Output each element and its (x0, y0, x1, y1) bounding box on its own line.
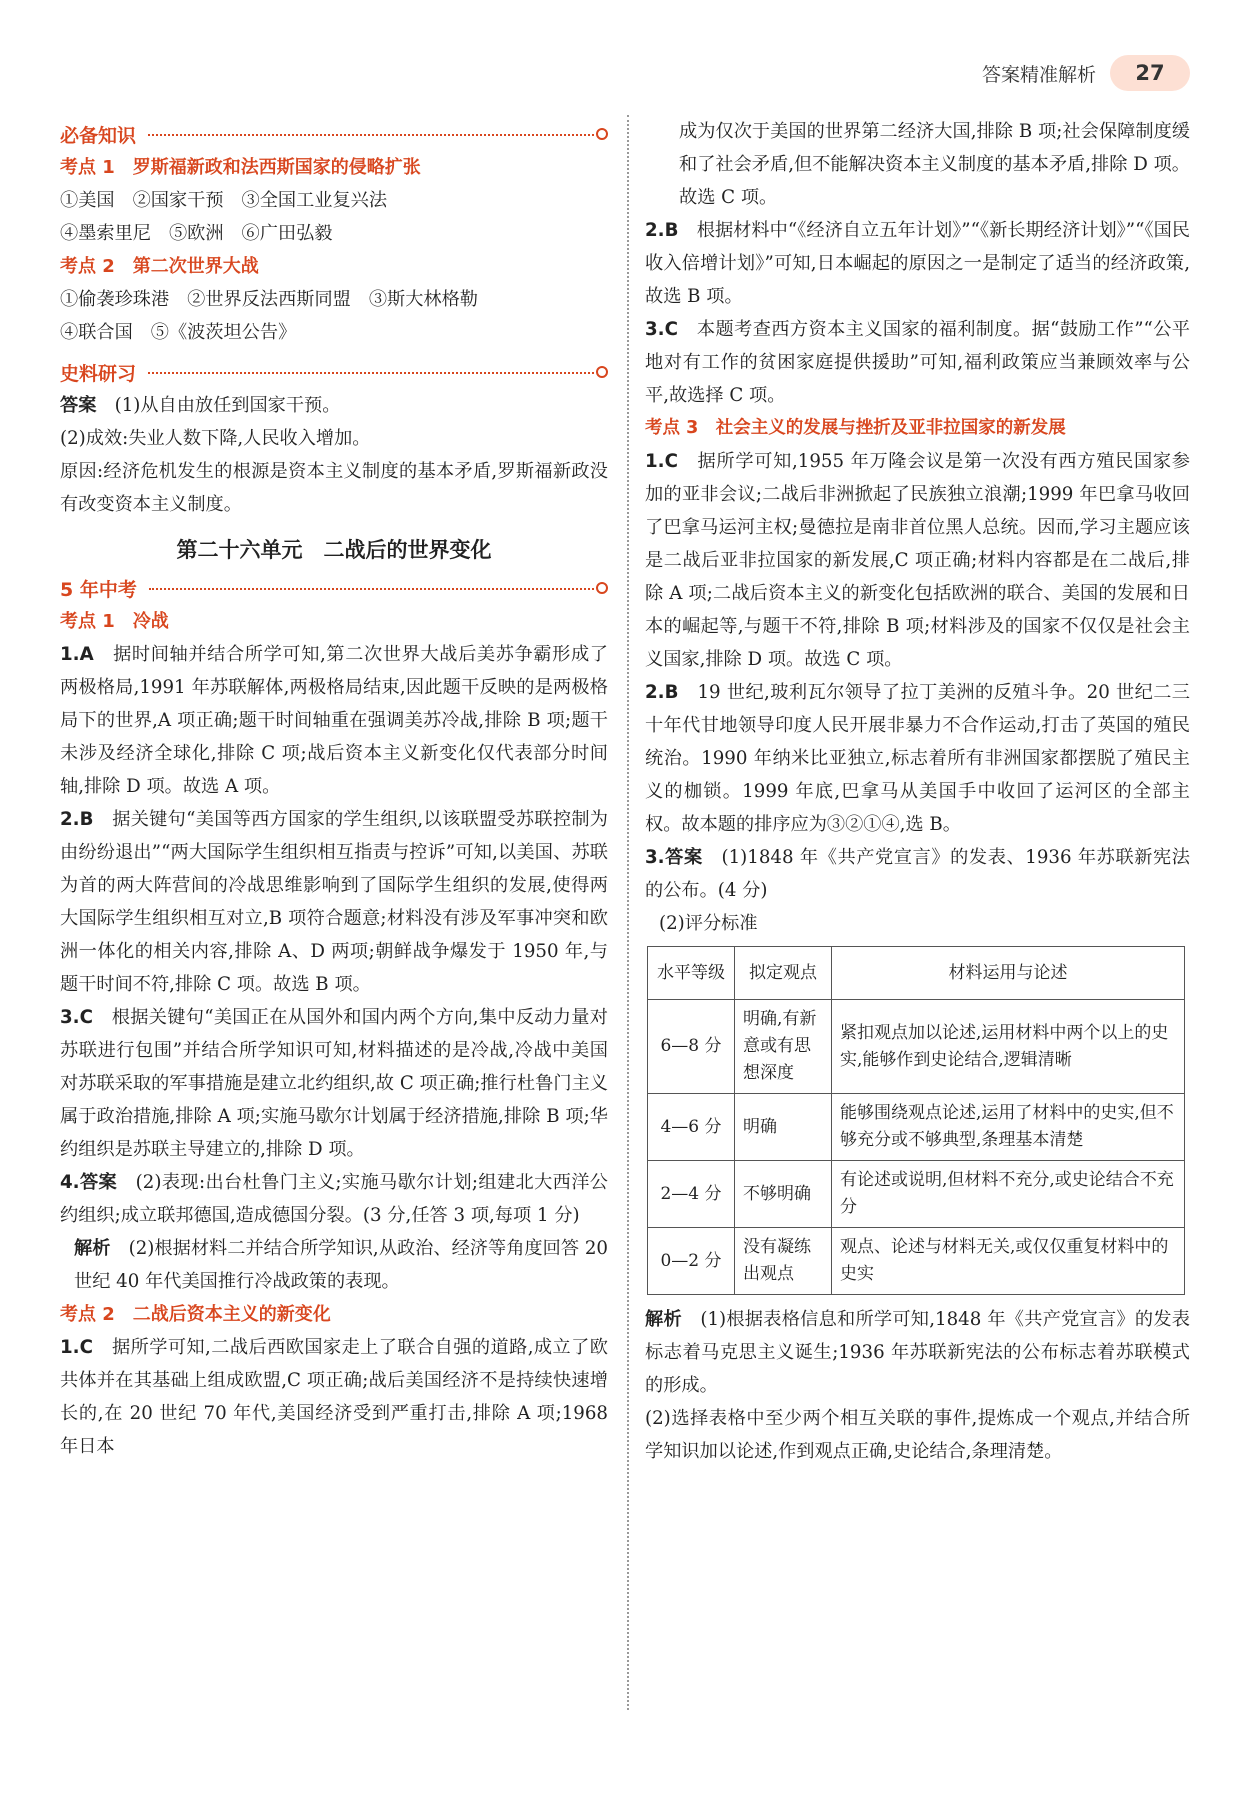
table-cell: 6—8 分 (648, 1000, 735, 1094)
header-title: 答案精准解析 (981, 63, 1096, 86)
table-header: 拟定观点 (735, 947, 832, 1000)
continued-text: 成为仅次于美国的世界第二经济大国,排除 B 项;社会保障制度缓和了社会矛盾,但不能解决资本主义制度的基本矛盾,排除 D 项。故选 C 项。 (679, 121, 1190, 208)
question-answer: 2.B 据关键句“美国等西方国家的学生组织,以该联盟受苏联控制为由纷纷退出”“两大国际学生组织相互指责与控诉”可知,以美国、苏联为首的两大阵营间的冷战思维影响到了国际学生组织的发展,使得两大国际学生组织相互对立,B 项符合题意;材料没有涉及军事冲突和欧洲一体化的相关内容,排除 A、D 两项;朝鲜战争爆发于 1950 年,与题干时间不符,排除 C 项。故选 B 项。 (60, 809, 608, 995)
table-row (648, 1161, 1185, 1228)
table-header: 材料运用与论述 (832, 947, 1185, 1000)
scoring-table (647, 946, 1185, 1295)
question-answer: 3.C 本题考查西方资本主义国家的福利制度。据“鼓励工作”“公平地对有工作的贫困家庭提供援助”可知,福利政策应当兼顾效率与公平,故选择 C 项。 (645, 319, 1190, 406)
section-header-bibei (60, 119, 608, 149)
analysis: 解析 (2)根据材料二并结合所学知识,从政治、经济等角度回答 20 世纪 40 年代美国推行冷战政策的表现。 (74, 1238, 608, 1292)
question-answer: 2.B 根据材料中“《经济自立五年计划》”“《新长期经济计划》”“《国民收入倍增计划》”可知,日本崛起的原因之一是制定了适当的经济政策,故选 B 项。 (645, 220, 1190, 307)
section-dot-icon (596, 128, 608, 140)
table-header: 水平等级 (648, 947, 735, 1000)
table-cell: 4—6 分 (648, 1094, 735, 1161)
section-title: 5 年中考 (60, 578, 137, 601)
page-header (982, 55, 1190, 91)
answer-line: 原因:经济危机发生的根源是资本主义制度的基本矛盾,罗斯福新政没有改变资本主义制度。 (60, 461, 608, 515)
list-item: ②世界反法西斯同盟 (187, 289, 351, 310)
question-answer: 3.答案 (1)1848 年《共产党宣言》的发表、1936 年苏联新宪法的公布。(4 分) (645, 847, 1190, 901)
section-dot-icon (596, 366, 608, 378)
question-answer: 1.C 据所学可知,二战后西欧国家走上了联合自强的道路,成立了欧共体并在其基础上组成欧盟,C 项正确;战后美国经济不是持续快速增长的,在 20 世纪 70 年代,美国经济受到严重打击,排除 A 项;1968 年日本 (60, 1337, 608, 1457)
table-row (648, 1094, 1185, 1161)
list-item: ⑤《波茨坦公告》 (150, 322, 297, 343)
table-header-row (648, 947, 1185, 1000)
table-cell: 不够明确 (735, 1161, 832, 1228)
table-row (648, 1000, 1185, 1094)
item-row (60, 184, 608, 217)
table-cell: 紧扣观点加以论述,运用材料中两个以上的史实,能够作到史论结合,逻辑清晰 (832, 1000, 1185, 1094)
table-cell: 没有凝练出观点 (735, 1228, 832, 1295)
kaodian-heading: 考点 2 第二次世界大战 (60, 256, 259, 277)
section-header-shiliao (60, 357, 608, 387)
analysis: (2)选择表格中至少两个相互关联的事件,提炼成一个观点,并结合所学知识加以论述,作到观点正确,史论结合,条理清楚。 (645, 1408, 1190, 1462)
list-item: ③斯大林格勒 (368, 289, 478, 310)
section-title: 史料研习 (60, 362, 137, 385)
question-answer: 3.C 根据关键句“美国正在从国外和国内两个方向,集中反动力量对苏联进行包围”并结合所学知识可知,材料描述的是冷战,冷战中美国对苏联采取的军事措施是建立北约组织,故 C 项正确;推行杜鲁门主义属于政治措施,排除 A 项;实施马歇尔计划属于经济措施,排除 B 项;华约组织是苏联主导建立的,排除 D 项。 (60, 1007, 608, 1160)
list-item: ④联合国 (60, 322, 133, 343)
kaodian-heading: 考点 1 冷战 (60, 611, 169, 632)
table-cell: 能够围绕观点论述,运用了材料中的史实,但不够充分或不够典型,条理基本清楚 (832, 1094, 1185, 1161)
question-answer: 4.答案 (2)表现:出台杜鲁门主义;实施马歇尔计划;组建北大西洋公约组织;成立联邦德国,造成德国分裂。(3 分,任答 3 项,每项 1 分) (60, 1172, 608, 1226)
right-column (645, 115, 1190, 1468)
list-item: ⑥广田弘毅 (241, 223, 333, 244)
question-answer: 2.B 19 世纪,玻利瓦尔领导了拉丁美洲的反殖斗争。20 世纪二三十年代甘地领导印度人民开展非暴力不合作运动,打击了英国的殖民统治。1990 年纳米比亚独立,标志着所有非洲国家都摆脱了殖民主义的枷锁。1999 年底,巴拿马从美国手中收回了运河区的全部主权。故本题的排序应为③②①④,选 B。 (645, 682, 1190, 835)
analysis: 解析 (1)根据表格信息和所学可知,1848 年《共产党宣言》的发表标志着马克思主义诞生;1936 年苏联新宪法的公布标志着苏联模式的形成。 (645, 1309, 1190, 1396)
table-cell: 0—2 分 (648, 1228, 735, 1295)
section-title: 必备知识 (60, 124, 137, 147)
unit-title: 第二十六单元 二战后的世界变化 (176, 538, 492, 562)
list-item: ①美国 (60, 190, 115, 211)
section-header-wunian (60, 573, 608, 603)
item-row (60, 316, 608, 349)
answer-line: 答案 (1)从自由放任到国家干预。 (60, 395, 341, 416)
item-row (60, 283, 608, 316)
page-number: 27 (1110, 55, 1190, 91)
item-row (60, 217, 608, 250)
question-answer: 1.A 据时间轴并结合所学可知,第二次世界大战后美苏争霸形成了两极格局,1991 年苏联解体,两极格局结束,因此题干反映的是两极格局下的世界,A 项正确;题干时间轴重在强调美苏冷战,排除 B 项;题干未涉及经济全球化,排除 C 项;战后资本主义新变化仅代表部分时间轴,排除 D 项。故选 A 项。 (60, 644, 608, 797)
answer-line: (2)成效:失业人数下降,人民收入增加。 (60, 428, 371, 449)
kaodian-heading: 考点 3 社会主义的发展与挫折及亚非拉国家的新发展 (645, 418, 1066, 438)
list-item: ①偷袭珍珠港 (60, 289, 170, 310)
column-divider (627, 115, 629, 1710)
table-row (648, 1228, 1185, 1295)
list-item: ④墨索里尼 (60, 223, 151, 244)
question-answer: 1.C 据所学可知,1955 年万隆会议是第一次没有西方殖民国家参加的亚非会议;二战后非洲掀起了民族独立浪潮;1999 年巴拿马收回了巴拿马运河主权;曼德拉是南非首位黑人总统。因而,学习主题应该是二战后亚非拉国家的新发展,C 项正确;材料内容都是在二战后,排除 A 项;二战后资本主义的新变化包括欧洲的联合、美国的发展和日本的崛起等,与题干不符,排除 B 项;材料涉及的国家不仅仅是社会主义国家,排除 D 项。故选 C 项。 (645, 451, 1190, 670)
list-item: ②国家干预 (132, 190, 224, 211)
table-cell: 明确,有新意或有思想深度 (735, 1000, 832, 1094)
kaodian-heading: 考点 1 罗斯福新政和法西斯国家的侵略扩张 (60, 157, 421, 178)
table-cell: 明确 (735, 1094, 832, 1161)
table-cell: 2—4 分 (648, 1161, 735, 1228)
left-column (60, 115, 608, 1463)
table-cell: 有论述或说明,但材料不充分,或史论结合不充分 (832, 1161, 1185, 1228)
section-dot-icon (596, 582, 608, 594)
list-item: ⑤欧洲 (168, 223, 224, 244)
table-caption: (2)评分标准 (659, 913, 758, 934)
list-item: ③全国工业复兴法 (241, 190, 388, 211)
kaodian-heading: 考点 2 二战后资本主义的新变化 (60, 1304, 331, 1325)
table-cell: 观点、论述与材料无关,或仅仅重复材料中的史实 (832, 1228, 1185, 1295)
